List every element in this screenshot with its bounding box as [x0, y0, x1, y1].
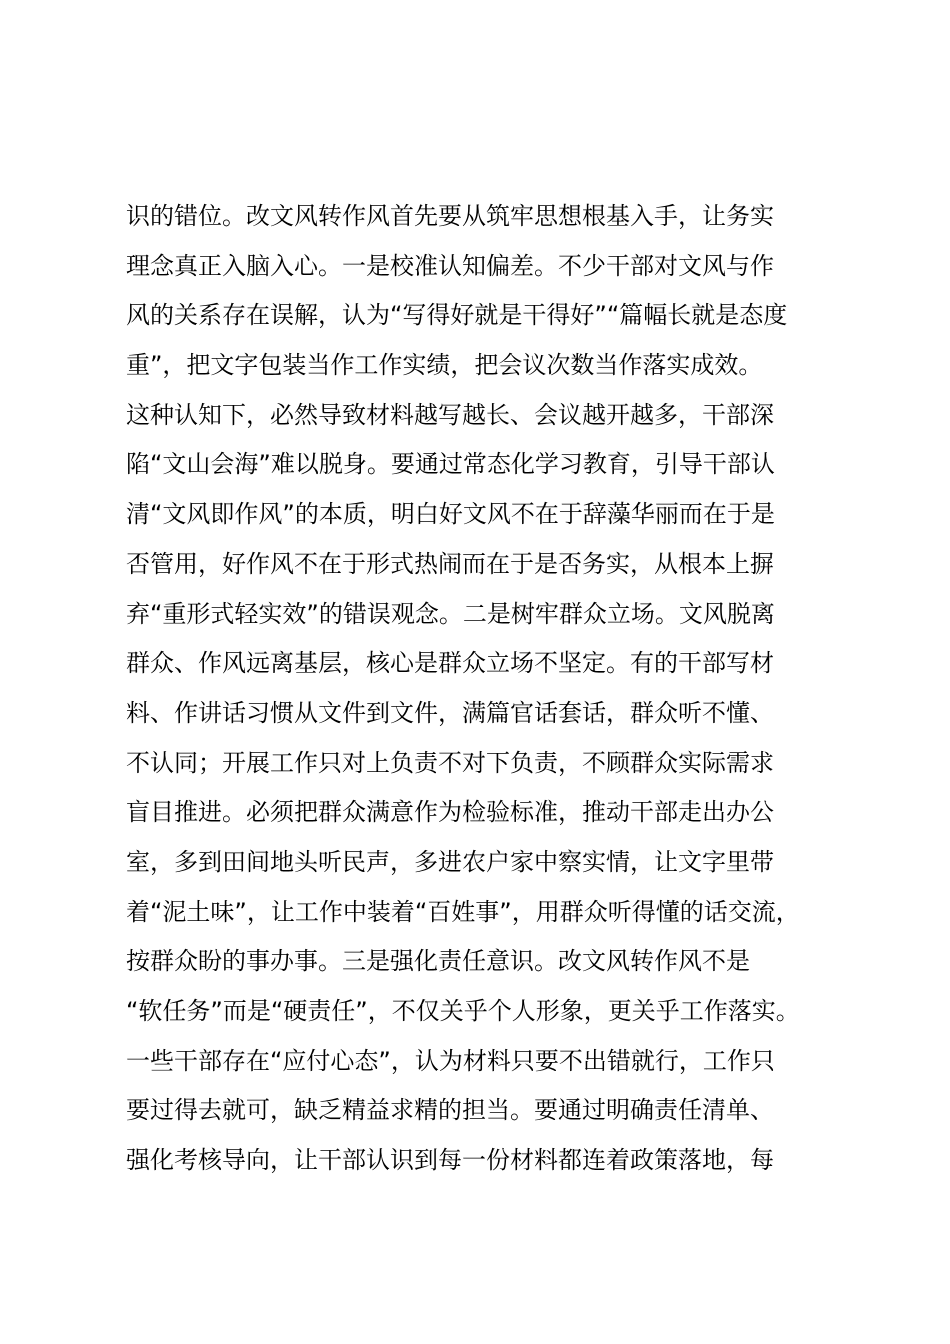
text-line-9: 弃“重形式轻实效”的错误观念。二是树牢群众立场。文风脱离 — [126, 599, 775, 628]
text-line-15: 着“泥土味”，让工作中装着“百姓事”，用群众听得懂的话交流， — [126, 897, 800, 926]
text-line-2: 理念真正入脑入心。一是校准认知偏差。不少干部对文风与作 — [126, 251, 774, 280]
text-line-18: 一些干部存在“应付心态”，认为材料只要不出错就行，工作只 — [126, 1046, 775, 1075]
text-line-13: 盲目推进。必须把群众满意作为检验标准，推动干部走出办公 — [126, 798, 774, 827]
text-line-1: 识的错位。改文风转作风首先要从筑牢思想根基入手，让务实 — [126, 202, 774, 230]
body-text — [126, 196, 846, 1190]
text-line-3: 风的关系存在误解，认为“写得好就是干得好”“篇幅长就是态度 — [126, 301, 788, 330]
text-line-7: 清“文风即作风”的本质，明白好文风不在于辞藻华丽而在于是 — [126, 500, 775, 529]
text-line-8: 否管用，好作风不在于形式热闹而在于是否务实，从根本上摒 — [126, 549, 774, 578]
text-line-14: 室，多到田间地头听民声，多进农户家中察实情，让文字里带 — [126, 847, 774, 876]
text-line-12: 不认同；开展工作只对上负责不对下负责，不顾群众实际需求 — [126, 748, 774, 777]
text-line-5: 这种认知下，必然导致材料越写越长、会议越开越多，干部深 — [126, 400, 774, 429]
text-line-19: 要过得去就可，缺乏精益求精的担当。要通过明确责任清单、 — [126, 1096, 774, 1125]
text-line-20: 强化考核导向，让干部认识到每一份材料都连着政策落地，每 — [126, 1146, 774, 1175]
text-line-16: 按群众盼的事办事。三是强化责任意识。改文风转作风不是 — [126, 947, 750, 976]
text-line-6: 陷“文山会海”难以脱身。要通过常态化学习教育，引导干部认 — [126, 450, 775, 479]
text-line-17: “软任务”而是“硬责任”，不仅关乎个人形象，更关乎工作落实。 — [126, 997, 800, 1025]
text-line-11: 料、作讲话习惯从文件到文件，满篇官话套话，群众听不懂、 — [126, 698, 774, 727]
text-line-4: 重”，把文字包装当作工作实绩，把会议次数当作落实成效。 — [126, 351, 763, 380]
text-line-10: 群众、作风远离基层，核心是群众立场不坚定。有的干部写材 — [126, 649, 774, 678]
